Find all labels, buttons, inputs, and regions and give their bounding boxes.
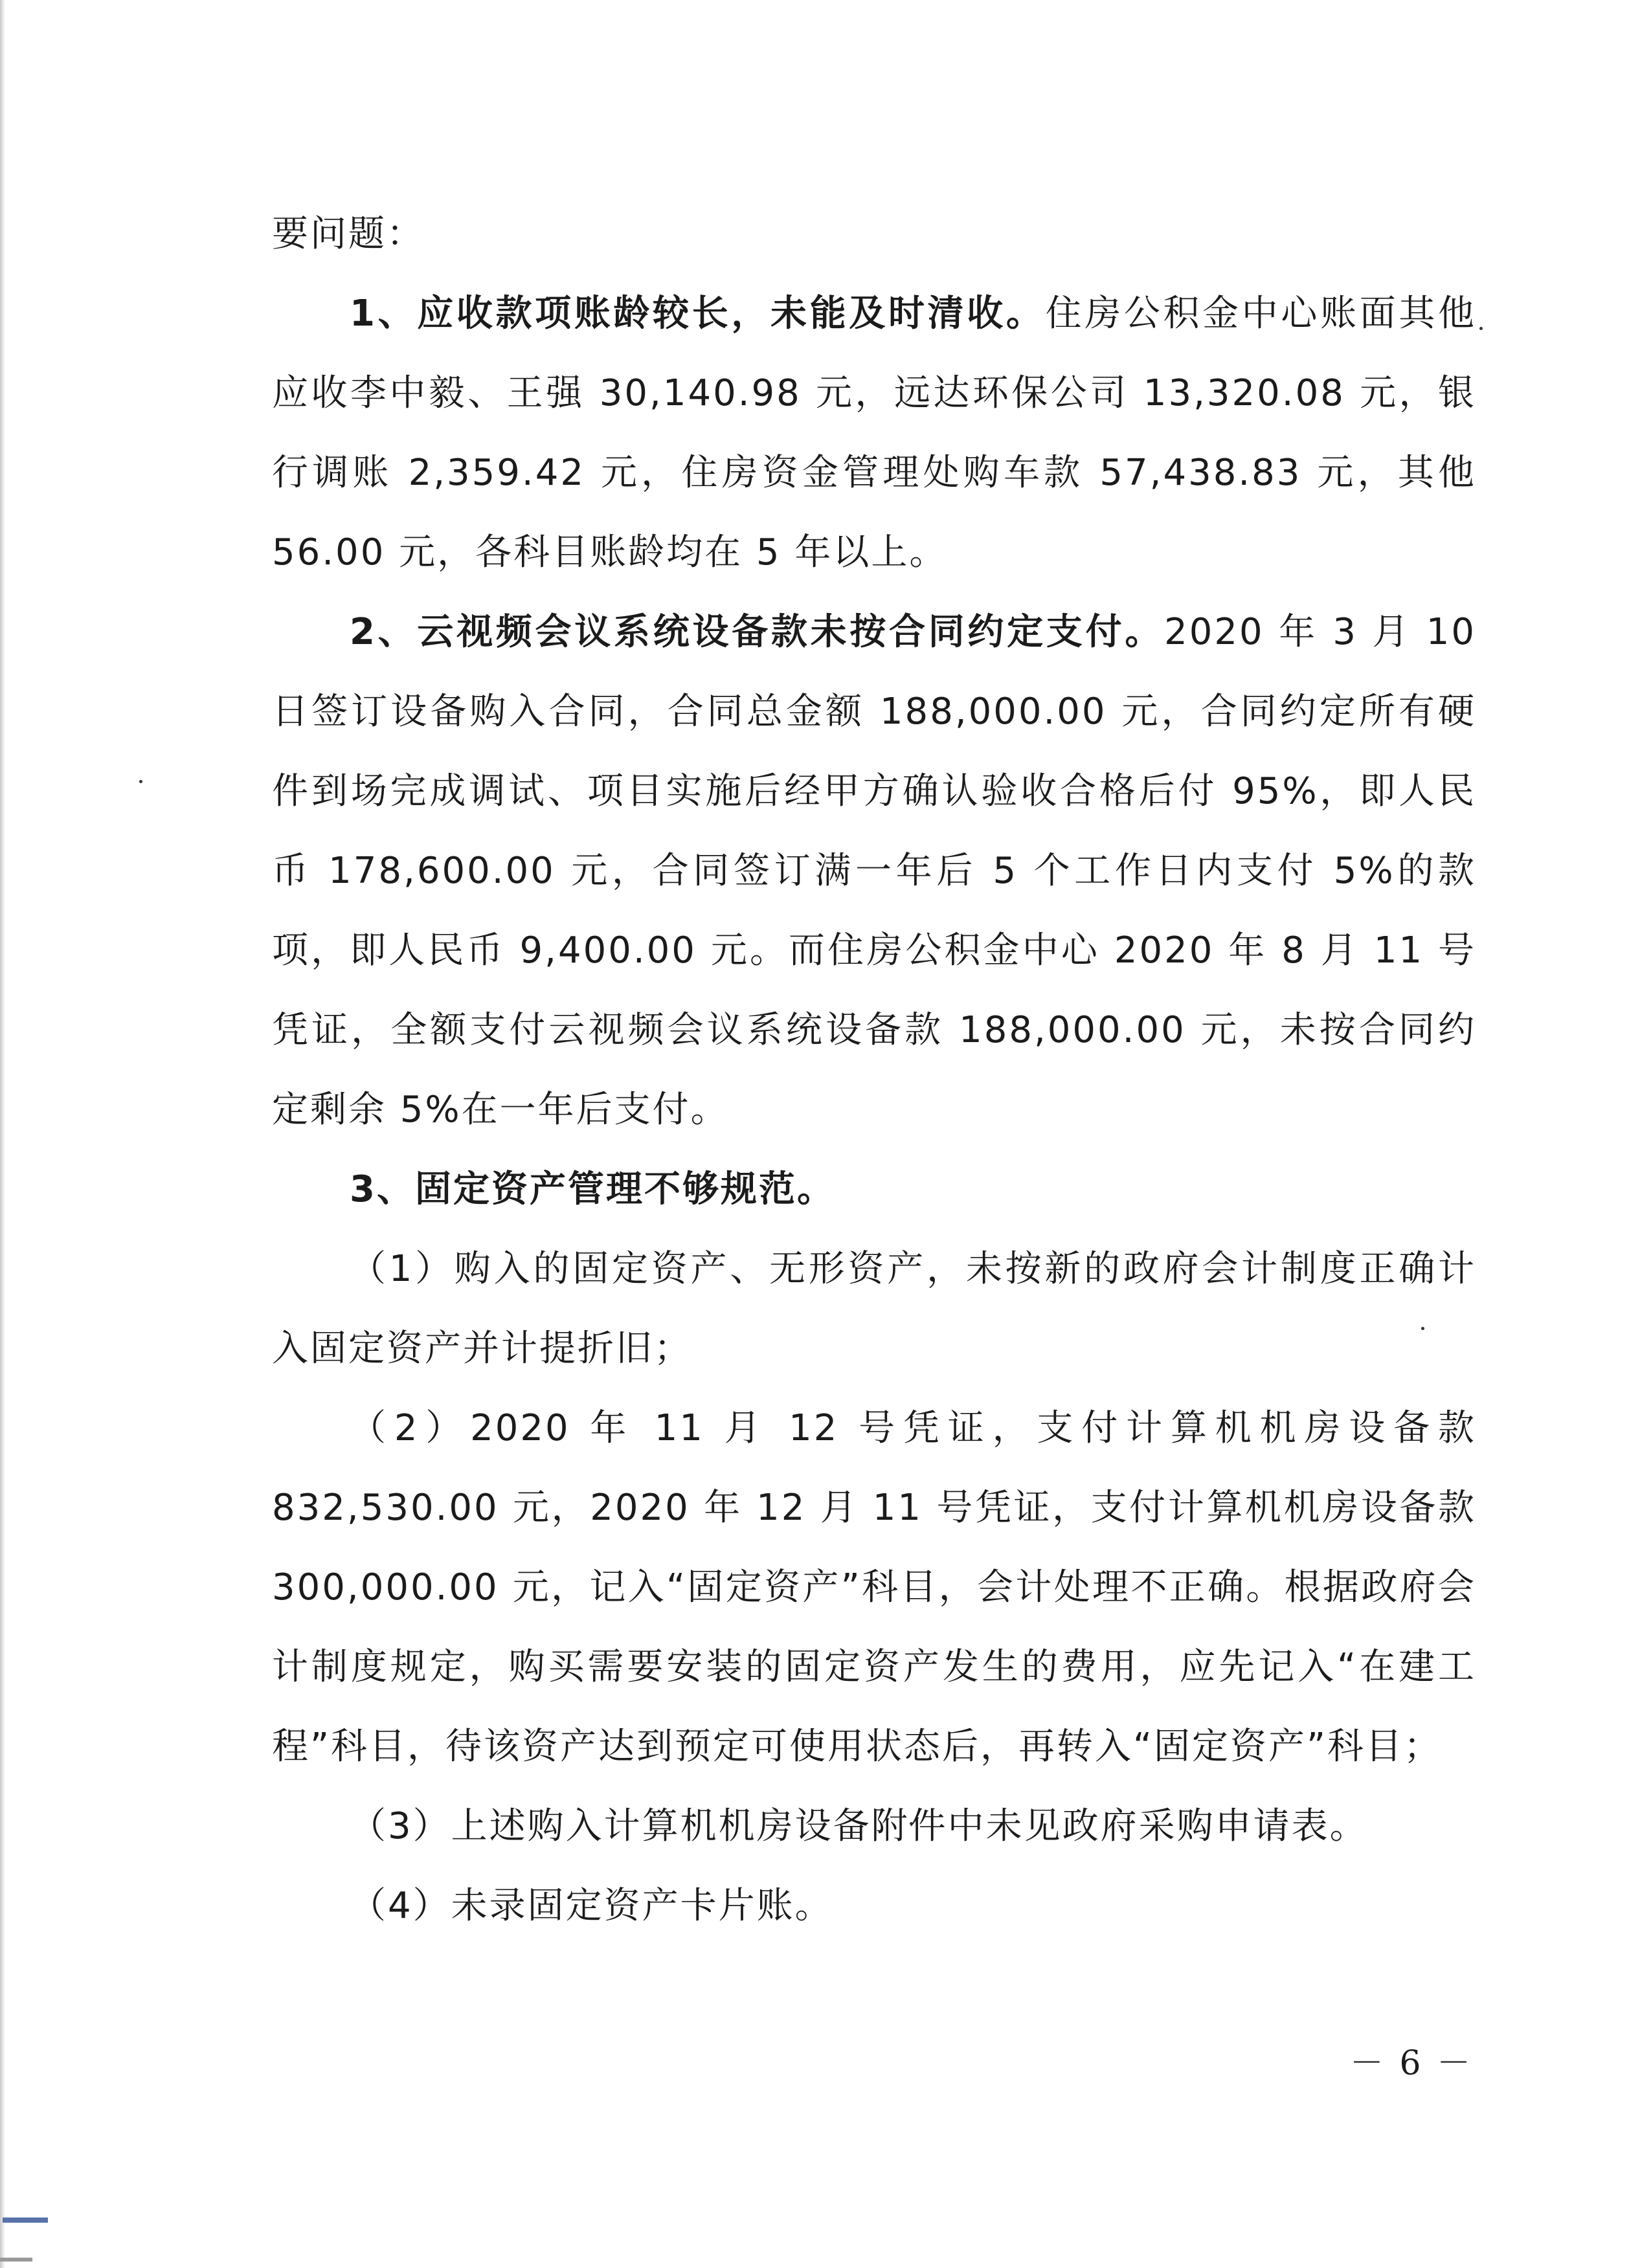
item-2-body: 2020 年 3 月 10 日签订设备购入合同，合同总金额 188,000.00 元，合同约定所有硬件到场完成调试、项目实施后经甲方确认验收合格后付 95%，即人民币 178,600.00 元，合同签订满一年后 5 个工作日内支付 5%的款项，即人民币 9,400.00 元。而住房公积金中心 2020 年 8 月 11 号凭证，全额支付云视频会议系统设备款 188,000.00 元，未按合同约定剩余 5%在一年后支付。 bbox=[272, 611, 1476, 1131]
opening-fragment: 要问题： bbox=[272, 213, 425, 255]
item-1-heading: 1、应收款项账龄较长，未能及时清收。 bbox=[350, 293, 1046, 335]
item-1-paragraph bbox=[272, 274, 1476, 592]
scan-speck bbox=[1479, 327, 1483, 330]
item-3-sub-4: （4）未录固定资产卡片账。 bbox=[350, 1885, 833, 1927]
scan-margin-mark bbox=[3, 2218, 48, 2223]
scan-speck bbox=[139, 780, 142, 783]
item-3-sub-2: （2）2020 年 11 月 12 号凭证，支付计算机机房设备款 832,530.00 元，2020 年 12 月 11 号凭证，支付计算机机房设备款 300,000.00 元，记入“固定资产”科目，会计处理不正确。根据政府会计制度规定，购买需要安装的固定资产发生的费用，应先记入“在建工程”科目，待该资产达到预定可使用状态后，再转入“固定资产”科目； bbox=[272, 1407, 1476, 1768]
scan-margin-line bbox=[0, 2258, 32, 2262]
item-3-sub-3: （3）上述购入计算机机房设备附件中未见政府采购申请表。 bbox=[350, 1805, 1368, 1847]
item-3-paragraph bbox=[272, 1150, 1476, 1229]
item-2-paragraph bbox=[272, 592, 1476, 1150]
item-2-heading: 2、云视频会议系统设备款未按合同约定支付。 bbox=[350, 611, 1165, 653]
item-1-body: 住房公积金中心账面其他应收李中毅、王强 30,140.98 元，远达环保公司 13,320.08 元，银行调账 2,359.42 元，住房资金管理处购车款 57,438.83 元，其他 56.00 元，各科目账龄均在 5 年以上。 bbox=[272, 293, 1477, 573]
page-number: － 6 － bbox=[1349, 2044, 1474, 2083]
document-body bbox=[272, 194, 1476, 1946]
item-3-sub-1: （1）购入的固定资产、无形资产，未按新的政府会计制度正确计入固定资产并计提折旧； bbox=[272, 1248, 1476, 1370]
scan-edge-shadow bbox=[0, 0, 5, 2268]
item-3-heading: 3、固定资产管理不够规范。 bbox=[350, 1168, 835, 1210]
